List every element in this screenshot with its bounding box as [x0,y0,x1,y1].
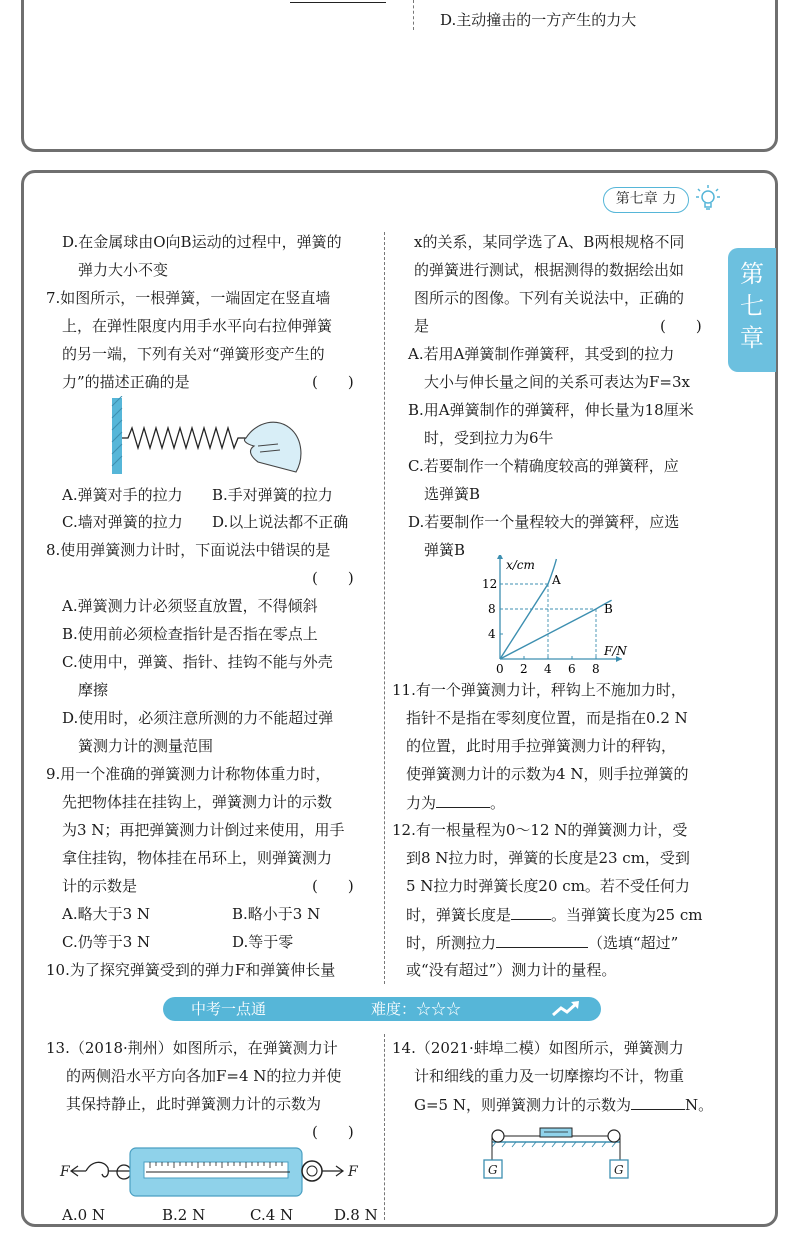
q9-stem-line2: 先把物体挂在挂钩上，弹簧测力计的示数 [62,793,333,811]
q11-answer-blank[interactable] [436,792,490,808]
x-tick-label: 8 [592,662,600,676]
q9-option-d: D.等于零 [232,933,294,951]
x-tick-label: 4 [544,662,552,676]
x-tick-label: 0 [496,662,504,676]
q13-stem-line1: 13.（2018·荆州）如图所示，在弹簧测力计 [46,1039,338,1057]
q9-stem-line1: 9.用一个准确的弹簧测力计称物体重力时， [46,765,331,783]
q11-stem-line2: 指针不是指在零刻度位置，而是指在0.2 N [406,709,688,727]
q12-line5-end: （选填“超过” [588,934,679,952]
q11-stem-line1: 11.有一个弹簧测力计，秤钩上不施加力时， [392,681,686,699]
q12-stem-line2: 到8 N拉力时，弹簧的长度是23 cm，受到 [406,849,690,867]
top-column-divider [413,0,414,30]
q10-stem-line3: 的弹簧进行测试，根据测得的数据绘出如 [414,261,685,279]
q14-stem-line3 [414,1094,713,1115]
q10-option-b-line2: 时，受到拉力为6牛 [424,429,554,447]
q9-option-c: C.仍等于3 N [62,933,151,951]
q14-pulley-figure [476,1122,636,1182]
q12-stem-line3: 5 N拉力时弹簧长度20 cm。若不受任何力 [406,877,690,895]
q8-option-a: A.弹簧测力计必须竖直放置，不得倾斜 [62,597,318,615]
y-tick-label: 12 [482,577,498,591]
q7-option-a: A.弹簧对手的拉力 [62,486,183,504]
q13-left-force-label: F [60,1164,70,1180]
q12-stem-line6: 或“没有超过”）测力计的量程。 [406,961,617,979]
q8-option-b: B.使用前必须检查指针是否指在零点上 [62,625,318,643]
chapter-side-tab [728,248,776,372]
q8-option-d-line1: D.使用时，必须注意所测的力不能超过弹 [62,709,334,727]
q9-stem-line3: 为3 N；再把弹簧测力计倒过来使用，用手 [62,821,345,839]
q13-stem-line2: 的两侧沿水平方向各加F=4 N的拉力并使 [66,1067,342,1085]
q12-line4-text: 时，弹簧长度是 [406,906,512,924]
q8-answer-paren: ( ) [312,569,354,587]
q14-line3-end: N。 [685,1096,714,1114]
q10-answer-paren: ( ) [660,317,702,335]
q13-stem-line3: 其保持静止，此时弹簧测力计的示数为 [66,1095,322,1113]
q8-option-c-line2: 摩擦 [78,681,109,699]
q10-option-a-line2: 大小与伸长量之间的关系可表达为F=3x [424,373,690,391]
x-tick-label: 6 [568,662,576,676]
side-tab-char: 章 [740,324,764,352]
q7-spring-wall-figure [108,396,308,478]
q11-line5-end: 。 [490,794,506,812]
q13-right-force-label: F [348,1164,358,1180]
banner-difficulty: 难度：☆☆☆ [371,1000,462,1018]
q9-stem-line4: 拿住挂钩，物体挂在吊环上，则弹簧测力 [62,849,333,867]
top-answer-blank [290,2,386,3]
q8-stem: 8.使用弹簧测力计时，下面说法中错误的是 [46,541,331,559]
q12-line5-text: 时，所测拉力 [406,934,497,952]
q10-stem-line1: 10.为了探究弹簧受到的弹力F和弹簧伸长量 [46,961,336,979]
lightbulb-icon [694,183,722,213]
q13-spring-scale-figure [58,1146,368,1202]
series-label-B: B [604,602,613,616]
q13-option-d: D.8 N [334,1206,378,1224]
q14-stem-line2: 计和细线的重力及一切摩擦均不计，物重 [414,1067,685,1085]
q14-answer-blank[interactable] [631,1094,685,1110]
q7-answer-paren: ( ) [312,373,354,391]
q12-stem-line1: 12.有一根量程为0～12 N的弹簧测力计，受 [392,821,688,839]
q12-stem-line4 [406,904,703,925]
q9-stem-line5: 计的示数是 [62,877,138,895]
q10-option-d-line2: 弹簧B [424,541,466,559]
q13-answer-paren: ( ) [312,1123,354,1141]
q12-length-blank[interactable] [511,904,551,920]
q7-stem-line4: 力”的描述正确的是 [62,373,190,391]
q11-line5-text: 力为 [406,794,437,812]
q11-stem-line3: 的位置，此时用手拉弹簧测力计的秤钩， [406,737,677,755]
bottom-column-divider [384,1034,385,1220]
q7-option-b: B.手对弹簧的拉力 [212,486,333,504]
q10-extension-force-chart [470,555,640,679]
q10-stem-line5: 是 [414,317,430,335]
side-tab-char: 七 [740,292,764,320]
banner-title: 中考一点通 [191,1000,267,1018]
q10-option-c-line1: C.若要制作一个精确度较高的弹簧秤，应 [408,457,679,475]
q13-option-b: B.2 N [162,1206,206,1224]
x-axis-label: F/N [604,644,627,658]
y-tick-label: 4 [488,627,496,641]
q6-option-d-line1: D.在金属球由O向B运动的过程中，弹簧的 [62,233,342,251]
y-axis-label: x/cm [506,558,535,572]
q12-line4-end: 。当弹簧长度为25 cm [551,906,703,924]
q8-option-c-line1: C.使用中，弹簧、指针、挂钩不能与外壳 [62,653,333,671]
q7-option-c: C.墙对弹簧的拉力 [62,513,183,531]
q10-stem-line4: 图所示的图像。下列有关说法中，正确的 [414,289,685,307]
q10-option-a-line1: A.若用A弹簧制作弹簧秤，其受到的拉力 [408,345,675,363]
q11-stem-line5 [406,792,505,813]
top-option-d: D.主动撞击的一方产生的力大 [440,11,637,29]
q6-option-d-line2: 弹力大小不变 [78,261,169,279]
q10-option-c-line2: 选弹簧B [424,485,481,503]
q11-stem-line4: 使弹簧测力计的示数为4 N，则手拉弹簧的 [406,765,689,783]
side-tab-char: 第 [740,260,764,288]
q8-option-d-line2: 簧测力计的测量范围 [78,737,214,755]
q13-option-c: C.4 N [250,1206,294,1224]
q7-stem-line2: 上，在弹性限度内用手水平向右拉伸弹簧 [62,317,333,335]
q7-stem-line3: 的另一端，下列有关对“弹簧形变产生的 [62,345,325,363]
q9-option-b: B.略小于3 N [232,905,321,923]
zhongkao-banner [163,997,601,1021]
q7-option-d: D.以上说法都不正确 [212,513,349,531]
q14-line3-text: G=5 N，则弹簧测力计的示数为 [414,1096,631,1114]
q10-option-d-line1: D.若要制作一个量程较大的弹簧秤，应选 [408,513,680,531]
q10-stem-line2: x的关系，某同学选了A、B两根规格不同 [414,233,685,251]
y-axis-arrow [497,555,503,559]
q12-range-blank[interactable] [496,932,588,948]
top-panel [21,0,778,152]
q13-option-a: A.0 N [62,1206,106,1224]
chapter-header-pill: 第七章 力 [603,187,689,213]
q9-answer-paren: ( ) [312,877,354,895]
trend-arrow-icon [549,999,583,1019]
q14-stem-line1: 14.（2021·蚌埠二模）如图所示，弹簧测力 [392,1039,684,1057]
q7-stem-line1: 7.如图所示，一根弹簧，一端固定在竖直墙 [46,289,331,307]
q14-right-weight-label: G [614,1163,624,1177]
y-tick-label: 8 [488,602,496,616]
column-divider [384,232,385,984]
q9-option-a: A.略大于3 N [62,905,151,923]
x-tick-label: 2 [520,662,528,676]
q12-stem-line5 [406,932,678,953]
q10-option-b-line1: B.用A弹簧制作的弹簧秤，伸长量为18厘米 [408,401,694,419]
q14-left-weight-label: G [488,1163,498,1177]
series-label-A: A [552,573,561,587]
